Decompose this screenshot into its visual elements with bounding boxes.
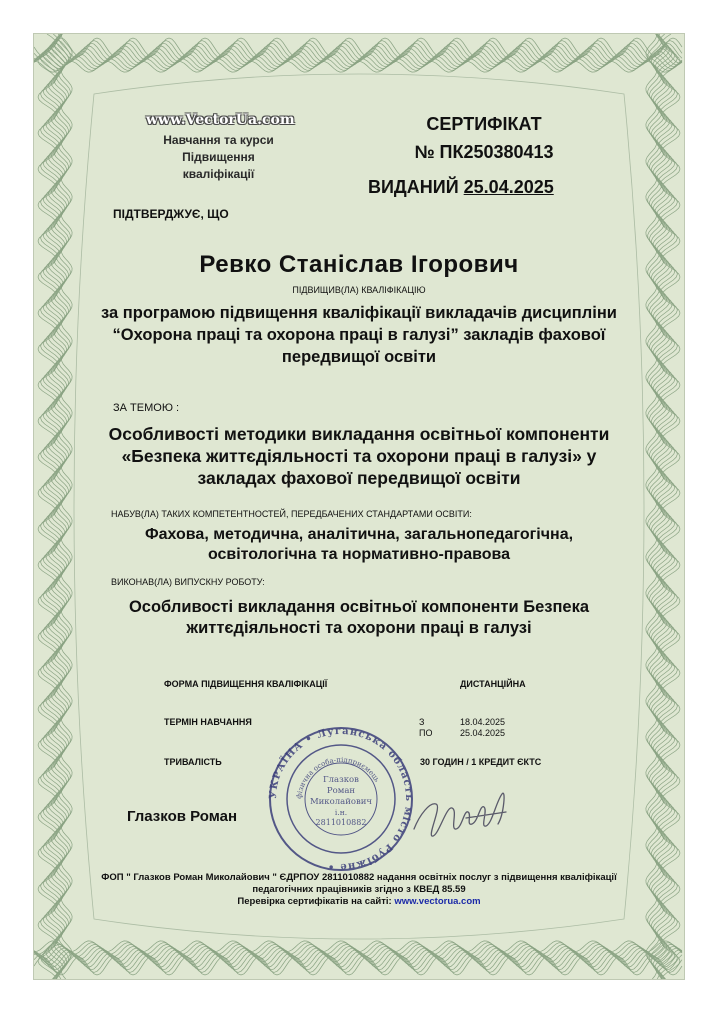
term-to-label: ПО [419,728,433,738]
certificate-number: № ПК250380413 [414,142,554,162]
logo-line: Підвищення [182,150,255,164]
certificate-title: СЕРТИФІКАТ [426,114,542,134]
official-stamp [256,724,426,874]
logo-site: www.VectorUa.com [146,112,295,128]
stamp-line: Роман [326,786,356,796]
confirms-label: ПІДТВЕРДЖУЄ, ЩО [113,207,229,221]
topic-label: ЗА ТЕМОЮ : [113,402,180,414]
verify-label: Перевірка сертифікатів на сайті: [237,896,392,907]
signatory-name: Глазков Роман [127,808,238,825]
footer [89,872,629,908]
term-from-date: 18.04.2025 [460,717,506,727]
stamp-line: і.н. [334,808,348,817]
issued-date: 25.04.2025 [463,177,554,197]
final-work-text: Особливості викладання освітньої компоненти Безпека життєдіяльності та охорони праці в галузі [128,598,590,637]
certificate [33,33,685,980]
issued-line [368,177,554,198]
stamp-line: Глазков [323,775,359,785]
logo-line: Навчання та курси [163,133,274,147]
form-value: ДИСТАНЦІЙНА [460,679,526,689]
stamp-inner-text: фізична особа-підприємець [295,755,382,800]
duration-value: 30 ГОДИН / 1 КРЕДИТ ЄКТС [420,757,542,767]
term-from-label: З [419,717,425,727]
competencies-label: НАБУВ(ЛА) ТАКИХ КОМПЕТЕНТНОСТЕЙ, ПЕРЕДБАЧЕНИХ СТАНДАРТАМИ ОСВІТИ: [111,509,472,519]
stamp-line: 2811010882 [315,818,367,827]
stamp-outer-text: УКРАЇНА • Луганська область місто Рубіжне • [267,725,415,873]
logo-line: кваліфікації [182,167,255,181]
issued-label: ВИДАНИЙ [368,177,459,197]
stamp-line: Миколайович [309,797,373,807]
competencies-text: Фахова, методична, аналітична, загальнопедагогічна, освітологічна та нормативно-правова [144,526,574,563]
final-work-label: ВИКОНАВ(ЛА) ВИПУСКНУ РОБОТУ: [111,577,265,587]
handwritten-signature [406,774,516,849]
topic-text: Особливості методики викладання освітньої компоненти «Безпека життєдіяльності та охорони праці в галузі» у закладах фахової передвищої освіти [108,424,610,488]
logo-caption [136,132,301,183]
recipient-name: Ревко Станіслав Ігорович [199,251,519,278]
raised-qualification-label: ПІДВИЩИВ(ЛА) КВАЛІФІКАЦІЮ [292,285,426,295]
term-to-date: 25.04.2025 [460,728,506,738]
verify-link[interactable]: www.vectorua.com [394,896,481,907]
footer-verify [89,896,629,908]
term-label: ТЕРМІН НАВЧАННЯ [164,717,252,727]
form-label: ФОРМА ПІДВИЩЕННЯ КВАЛІФІКАЦІЇ [164,679,328,689]
duration-label: ТРИВАЛІСТЬ [164,757,222,767]
program-text: за програмою підвищення кваліфікації викладачів дисципліни “Охорона праці та охорона праці в галузі” закладів фахової передвищої освіти [101,304,617,366]
footer-legal: ФОП " Глазков Роман Миколайович " ЄДРПОУ 2811010882 надання освітніх послуг з підвищення кваліфікації педагогічних працівників згідно з КВЕД 85.59 [101,872,617,895]
